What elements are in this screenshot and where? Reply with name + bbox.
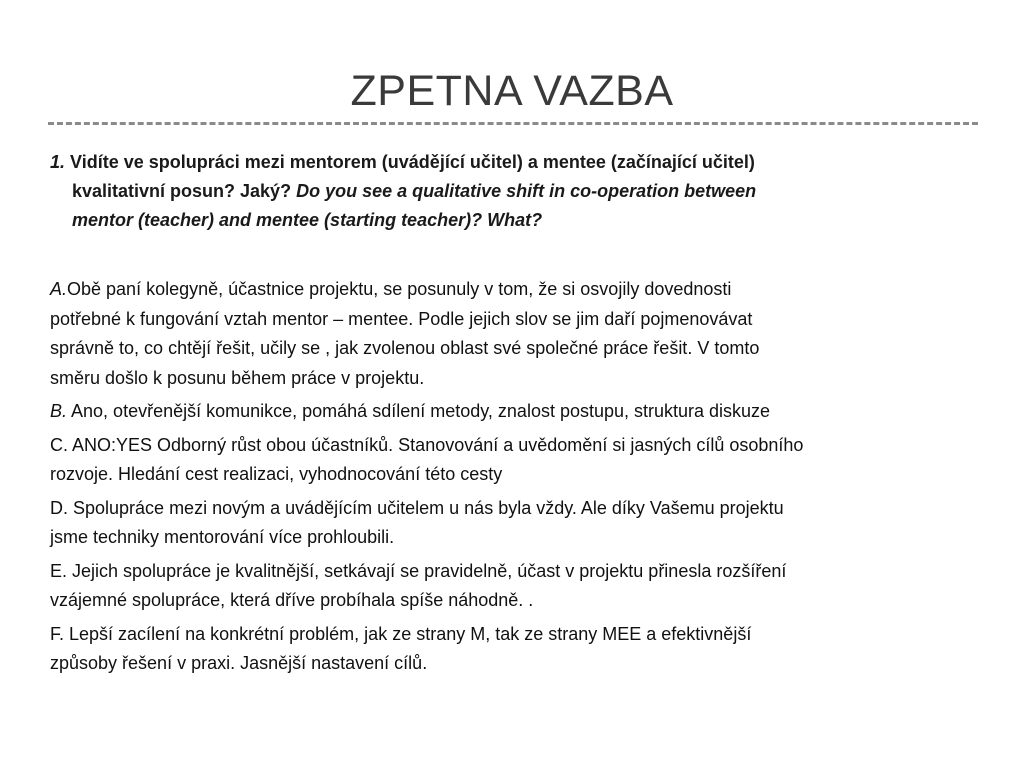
answer-line: Lepší zacílení na konkrétní problém, jak ze strany M, tak ze strany MEE a efektivnější [64,623,752,644]
answer-line: způsoby řešení v praxi. Jasnější nastavení cílů. [50,653,428,673]
answer-line: Obě paní kolegyně, účastnice projektu, se posunuly v tom, že si osvojily dovednosti [67,279,732,299]
question-line-2 [50,177,970,206]
answer-d [50,494,980,553]
slide-title: ZPETNA VAZBA [350,67,674,115]
question-number: 1. [50,152,66,172]
answer-letter: D. [50,497,68,518]
answer-line: vzájemné spolupráce, která dříve probíhala spíše náhodně. . [50,590,534,610]
answer-letter: A. [50,279,68,299]
answer-line: rozvoje. Hledání cest realizaci, vyhodnocování této cesty [50,464,503,484]
answer-letter: C. [50,434,68,455]
question-english-part: Do you see a qualitative shift in co-operation between [296,181,757,201]
question-line-1: Vidíte ve spolupráci mezi mentorem (uvádějící učitel) a mentee (začínající učitel) [70,152,755,172]
answer-c [50,431,980,490]
question-line-3: mentor (teacher) and mentee (starting teacher)? What? [72,210,543,230]
answer-letter: B. [50,401,68,421]
answer-line: jsme techniky mentorování více prohloubili. [50,527,395,547]
answer-letter: E. [50,560,68,581]
answer-line: ANO:YES Odborný růst obou účastníků. Stanovování a uvědomění si jasných cílů osobního [68,434,804,455]
question-czech-part: kvalitativní posun? Jaký? [72,181,292,201]
answer-line: Ano, otevřenější komunikce, pomáhá sdílení metody, znalost postupu, struktura diskuze [67,401,771,421]
answer-f [50,620,980,679]
answer-line: Jejich spolupráce je kvalitnější, setkávají se pravidelně, účast v projektu přinesla rozšíření [67,560,787,581]
answers-list [50,275,980,683]
answer-letter: F. [50,623,65,644]
answer-line: směru došlo k posunu během práce v projektu. [50,367,425,388]
answer-e [50,557,980,616]
answer-line: Spolupráce mezi novým a uvádějícím učitelem u nás byla vždy. Ale díky Vašemu projektu [68,497,784,518]
answer-b [50,397,980,427]
answer-a [50,275,980,393]
answer-line: potřebné k fungování vztah mentor – mentee. Podle jejich slov se jim daří pojmenovávat [50,308,753,329]
title-divider [48,122,978,125]
question-block [50,148,970,235]
answer-line: správně to, co chtějí řešit, učily se , jak zvolenou oblast své společné práce řešit. V tomto [50,338,760,358]
